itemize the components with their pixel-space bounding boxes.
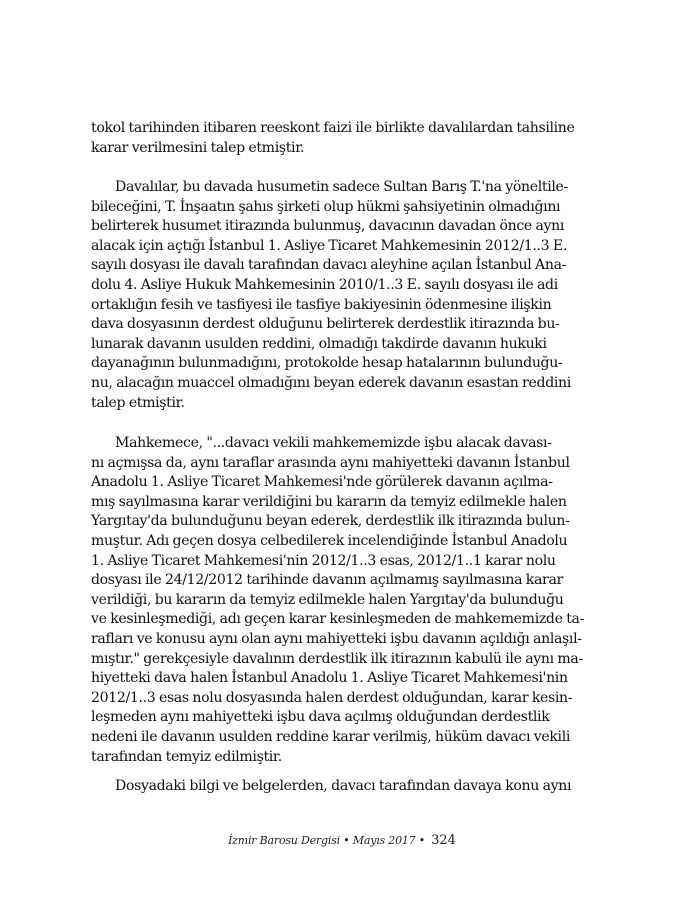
journal-name: İzmir Barosu Dergisi • Mayıs 2017 • <box>228 834 426 847</box>
text-line: rafları ve konusu aynı olan aynı mahiyetteki işbu davanın açıldığı anlaşıl- <box>91 630 582 647</box>
paragraph <box>91 777 572 797</box>
text-line: karar verilmesini talep etmiştir. <box>91 139 305 156</box>
text-line: talep etmiştir. <box>91 394 185 411</box>
text-line: alacak için açtığı İstanbul 1. Asliye Ticaret Mahkemesinin 2012/1..3 E. <box>91 237 567 254</box>
text-line: ortaklığın fesih ve tasfiyesi ile tasfiye bakiyesinin ödenmesine ilişkin <box>91 296 552 313</box>
text-line: leşmeden aynı mahiyetteki işbu dava açılmış olduğundan derdestlik <box>91 709 550 726</box>
text-line: dolu 4. Asliye Hukuk Mahkemesinin 2010/1..3 E. sayılı dosyası ile adi <box>91 276 558 293</box>
text-line: 2012/1..3 esas nolu dosyasında halen derdest olduğundan, karar kesin- <box>91 689 573 706</box>
text-line: 1. Asliye Ticaret Mahkemesi'nin 2012/1..3 esas, 2012/1..1 karar nolu <box>91 552 556 569</box>
text-line: dayanağının bulunmadığını, protokolde hesap hatalarının bulunduğu- <box>91 355 563 372</box>
text-line: nu, alacağın muaccel olmadığını beyan ederek davanın esastan reddini <box>91 374 571 391</box>
text-line: ve kesinleşmediği, adı geçen karar kesinleşmeden de mahkememizde ta- <box>91 611 584 628</box>
text-line: Anadolu 1. Asliye Ticaret Mahkemesi'nde görülerek davanın açılma- <box>91 474 553 491</box>
text-line: nedeni ile davanın usulden reddine karar verilmiş, hüküm davacı vekili <box>91 728 571 745</box>
text-line: dava dosyasının derdest olduğunu belirterek derdestlik itirazında bu- <box>91 316 560 333</box>
text-line: verildiği, bu kararın da temyiz edilmekle halen Yargıtay'da bulunduğu <box>91 591 564 608</box>
page-number: 324 <box>431 833 456 848</box>
paragraph <box>91 178 571 413</box>
text-line: lunarak davanın usulden reddini, olmadığı takdirde davanın hukuki <box>91 335 547 352</box>
text-line: belirterek husumet itirazında bulunmuş, davacının davadan önce aynı <box>91 218 565 235</box>
text-line: sayılı dosyası ile davalı tarafından davacı aleyhine açılan İstanbul Ana- <box>91 257 567 274</box>
text-line: bileceğini, T. İnşaatın şahıs şirketi olup hükmi şahsiyetinin olmadığını <box>91 198 561 215</box>
text-line: nı açmışsa da, aynı taraflar arasında aynı mahiyetteki davanın İstanbul <box>91 454 570 471</box>
text-line: Dosyadaki bilgi ve belgelerden, davacı tarafından davaya konu aynı <box>115 778 572 794</box>
text-line: muştur. Adı geçen dosya celbedilerek incelendiğinde İstanbul Anadolu <box>91 532 568 549</box>
text-line: tokol tarihinden itibaren reeskont faizi ile birlikte davalılardan tahsiline <box>91 120 575 136</box>
paragraph <box>91 434 584 767</box>
text-line: dosyası ile 24/12/2012 tarihinde davanın açılmamış sayılmasına karar <box>91 572 563 589</box>
paragraph <box>91 119 575 158</box>
text-line: mış sayılmasına karar verildiğini bu kararın da temyiz edilmekle halen <box>91 493 567 510</box>
text-line: Mahkemece, "...davacı vekili mahkememizde işbu alacak davası- <box>115 435 552 451</box>
text-line: mıştır." gerekçesiyle davalının derdestlik ilk itirazının kabulü ile aynı ma- <box>91 650 583 667</box>
text-line: hiyetteki dava halen İstanbul Anadolu 1. Asliye Ticaret Mahkemesi'nin <box>91 670 568 687</box>
text-line: tarafından temyiz edilmiştir. <box>91 748 282 765</box>
text-line: Yargıtay'da bulunduğunu beyan ederek, derdestlik ilk itirazında bulun- <box>91 513 570 530</box>
page-footer <box>228 833 456 853</box>
text-line: Davalılar, bu davada husumetin sadece Sultan Barış T.'na yöneltile- <box>115 179 568 195</box>
